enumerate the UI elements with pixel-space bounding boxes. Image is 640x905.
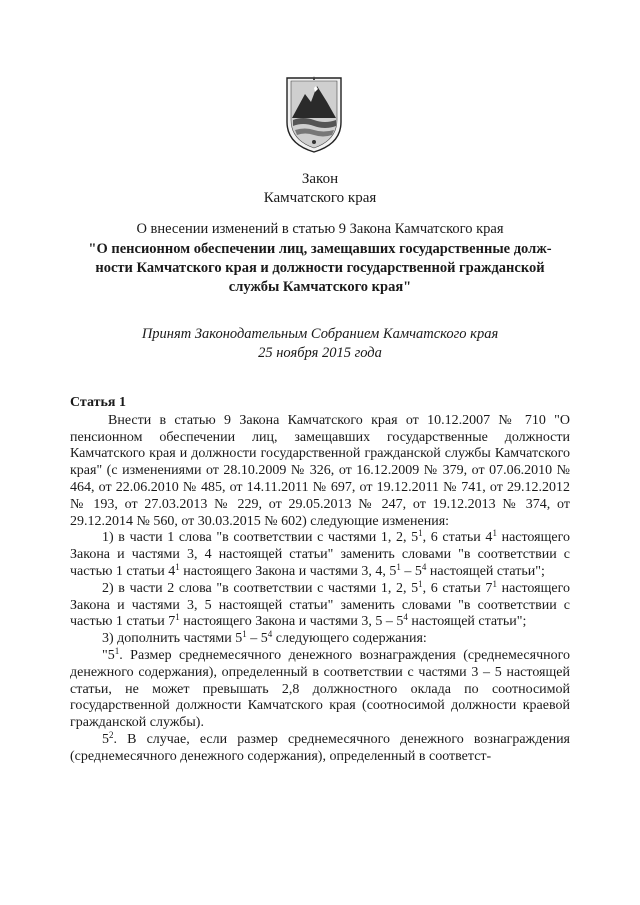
amendment-item-1: 1) в части 1 слова "в соответствии с частями 1, 2, $5^1$, 6 статьи $4^1$ настоящего Закона и частями 3, 4 настоящей статьи" заменить словами "в соответствии с частью 1 статьи $4^1$ настоящего Закона и частями 3, 4, $5^1 - 5^4$ настоящей статьи"; xyxy=(70,528,570,579)
subject-line-3: ности Камчатского края и должности государственной гражданской xyxy=(95,260,545,276)
subject-line-2: "О пенсионном обеспечении лиц, замещавших государственные долж- xyxy=(88,241,552,257)
adopted-line-1: Принят Законодательным Собранием Камчатского края xyxy=(141,326,499,342)
adopted-line-2: 25 ноября 2015 года xyxy=(258,345,382,361)
article-intro: Внести в статью 9 Закона Камчатского края от 10.12.2007 № 710 "О пенсионном обеспечении лиц, замещавших государственные должности Камчатского края и должности государственной гражданской службы Камчатского края" (с изменениями от 28.10.2009 № 326, от 16.12.2009 № 379, от 07.06.2010 № 464, от 22.06.2010 № 485, от 14.11.2011 № 697, от 19.12.2011 № 741, от 29.12.2012 № 193, от 27.03.2013 № 229, от 29.05.2013 № 247, от 19.12.2013 № 374, от 29.12.2014 № 560, от 30.03.2015 № 602) следующие изменения: xyxy=(70,412,570,529)
paragraph-5-1: "$5^1$. Размер среднемесячного денежного вознаграждения (среднемесячного денежного содержания), определенный в соответствии с частями 3 – 5 настоящей статьи, не может превышать 2,8 должностного оклада по соотносимой государственной должности Камчатского края (соотносимой должности краевой гражданской службы). xyxy=(70,645,570,731)
paragraph-5-2: $5^2$. В случае, если размер среднемесячного денежного вознаграждения (среднемесячного денежного содержания), определенный в соответст- xyxy=(70,729,570,764)
subject-line-1: О внесении изменений в статью 9 Закона Камчатского края xyxy=(136,221,504,237)
doc-region: Камчатского края xyxy=(263,190,377,206)
coat-of-arms-icon xyxy=(283,72,345,154)
article-title: Статья 1 xyxy=(70,395,126,410)
subject-line-4: службы Камчатского края" xyxy=(228,279,412,295)
doc-type: Закон xyxy=(301,171,339,187)
amendment-item-2: 2) в части 2 слова "в соответствии с частями 1, 2, $5^1$, 6 статьи $7^1$ настоящего Закона и частями 3, 5 настоящей статьи" заменить словами "в соответствии с частью 1 статьи $7^1$ настоящего Закона и частями 3, $5 - 5^4$ настоящей статьи"; xyxy=(70,578,570,630)
article-body xyxy=(70,395,570,766)
amendment-item-3: 3) дополнить частями $5^1 - 5^4$ следующего содержания: xyxy=(102,629,427,647)
